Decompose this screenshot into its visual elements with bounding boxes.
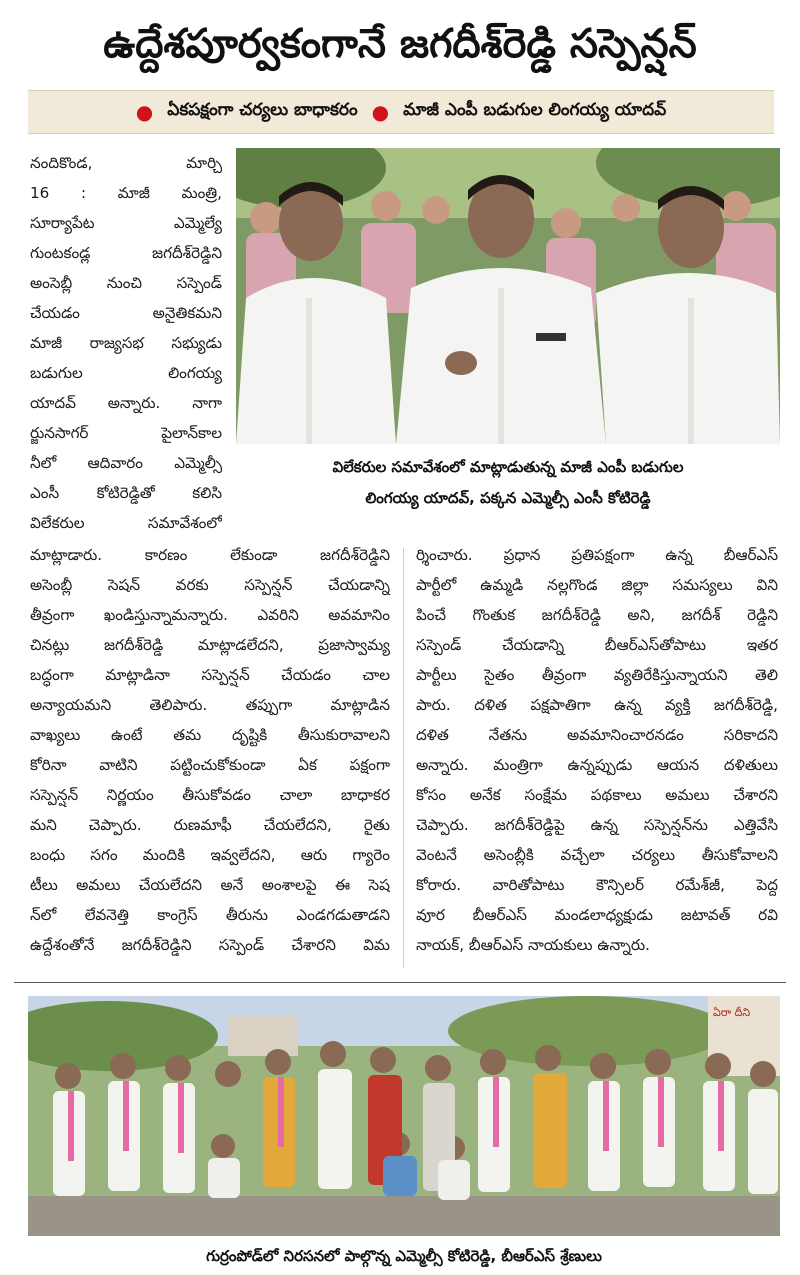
article-line: వాఖ్యలు ఉంటే తమ దృష్టికి తీసుకురావాలని	[30, 726, 390, 744]
article-line: బడుగుల లింగయ్య	[30, 364, 222, 382]
section-divider	[14, 982, 786, 983]
article-line: కోరినా వాటిని పట్టించుకోకుండా ఏక పక్షంగా	[30, 756, 390, 774]
article-line: పార్టీలు సైతం తీవ్రంగా వ్యతిరేకిస్తున్నాయని తెలి	[416, 666, 778, 684]
article-line: మాజీ రాజ్యసభ సభ్యుడు	[30, 334, 222, 352]
article-line: కోసం అనేక సంక్షేమ పథకాలు అమలు చేశారని	[416, 786, 778, 804]
article-line: చినట్లు జగదీశ్‌రెడ్డి మాట్లాడలేదని, ప్రజాస్వామ్య	[30, 636, 390, 654]
article-line: పించే గొంతుక జగదీశ్‌రెడ్డి అని, జగదీశ్ రెడ్డిని	[416, 606, 778, 624]
article-line: నాయక్, బీఆర్ఎస్ నాయకులు ఉన్నారు.	[416, 936, 650, 954]
article-line: మాట్లాడారు. కారణం లేకుండా జగదీశ్‌రెడ్డిని	[30, 546, 390, 564]
article-column-b	[30, 540, 390, 972]
article-line: బద్ధంగా మాట్లాడినా సస్పెన్షన్ చేయడం చాల	[30, 666, 390, 684]
article-line: పార్టీలో ఉమ్మడి నల్లగొండ జిల్లా సమస్యలు విని	[416, 576, 778, 594]
article-line: అసెంబ్లీ సెషన్ వరకు సస్పెన్షన్ చేయడాన్ని	[30, 576, 390, 594]
article-line: మని చెప్పారు. రుణమాఫీ చేయలేదని, రైతు	[30, 816, 390, 834]
bullet-icon: ●	[371, 100, 390, 124]
article-line: పారు. దళిత పక్షపాతిగా ఉన్న వ్యక్తి జగదీశ్‌రెడ్డి,	[416, 696, 778, 714]
protest-photo	[28, 996, 780, 1236]
article-line: అంసెబ్లీ నుంచి సస్పెండ్	[30, 274, 222, 292]
subheading-bar	[28, 90, 774, 134]
article-line: సూర్యాపేట ఎమ్మెల్యే	[30, 214, 222, 232]
article-line: ర్జునసాగర్ పైలాన్‌కాల	[30, 424, 222, 442]
article-column-a	[30, 148, 222, 540]
article-line: వెంటనే అసెంబ్లీకి వచ్చేలా చర్యలు తీసుకోవాలని	[416, 846, 778, 864]
press-meet-photo-image	[236, 148, 780, 444]
article-line: టీలు అమలు చేయలేదని అనే అంశాలపై ఈ సెష	[30, 876, 390, 894]
subheading-1: ఏకపక్షంగా చర్యలు బాధాకరం	[167, 100, 358, 120]
article-line: చెప్పారు. జగదీశ్‌రెడ్డిపై ఉన్న సస్పెన్షన్‌ను ఎత్తివేసి	[416, 816, 778, 834]
bullet-icon: ●	[135, 100, 154, 124]
article-line: సస్పెన్షన్ నిర్ణయం తీసుకోవడం చాలా బాధాకర	[30, 786, 390, 804]
caption-line-2: లింగయ్య యాదవ్, పక్కన ఎమ్మెల్సీ ఎంసీ కోటిరెడ్డి	[365, 489, 651, 507]
article-line: కోరారు. వారితోపాటు కౌన్సిలర్ రమేశ్‌జీ, పెద్ద	[416, 876, 778, 894]
article-line: చేయడం అనైతికమని	[30, 304, 222, 322]
article-line: న్‌లో లేవనెత్తి కాంగ్రెస్ తీరును ఎండగడుతాడని	[30, 906, 390, 924]
headline: ఉద్దేశపూర్వకంగానే జగదీశ్‌రెడ్డి సస్పెన్షన్	[103, 21, 697, 67]
article-line: ఎంసీ కోటిరెడ్డితో కలిసి	[30, 484, 222, 502]
article-line: నీలో ఆదివారం ఎమ్మెల్సీ	[30, 454, 222, 472]
protest-photo-sign: ఏరా దీని	[713, 1006, 751, 1019]
protest-photo-image	[28, 996, 780, 1236]
article-line: తీవ్రంగా ఖండిస్తున్నామన్నారు. ఎవరిని అవమానిం	[30, 606, 390, 624]
protest-photo-caption: గుర్రంపోడ్‌లో నిరసనలో పాల్గొన్న ఎమ్మెల్సీ కోటిరెడ్డి, బీఆర్ఎస్ శ్రేణులు	[206, 1247, 602, 1265]
subheading-2: మాజీ ఎంపీ బడుగుల లింగయ్య యాదవ్	[403, 100, 667, 120]
column-rule	[403, 548, 404, 968]
article-line: అన్నారు. మంత్రిగా ఉన్నప్పుడు ఆయన దళితులు	[416, 756, 778, 774]
article-line: యాదవ్ అన్నారు. నాగా	[30, 394, 222, 412]
article-line: బంధు సగం మందికి ఇవ్వలేదని, ఆరు గ్యారెం	[30, 846, 390, 864]
article-line: వూర బీఆర్ఎస్ మండలాధ్యక్షుడు జటావత్ రవి	[416, 906, 778, 924]
article-line: విలేకరుల సమావేశంలో	[30, 514, 222, 532]
caption-line-1: విలేకరుల సమావేశంలో మాట్లాడుతున్న మాజీ ఎంపీ బడుగుల	[332, 458, 684, 476]
article-line: సస్పెండ్ చేయడాన్ని బీఆర్ఎస్‌తోపాటు ఇతర	[416, 636, 778, 654]
article-line: గుంటకండ్ల జగదీశ్‌రెడ్డిని	[30, 244, 222, 262]
article-line: ర్శించారు. ప్రధాన ప్రతిపక్షంగా ఉన్న బీఆర్ఎస్	[416, 546, 778, 564]
article-line: దళిత నేతను అవమానించారనడం సరికాదని	[416, 726, 778, 744]
article-line: ఉద్దేశంతోనే జగదీశ్‌రెడ్డిని సస్పెండ్ చేశారని విమ	[30, 936, 390, 954]
article-line: నందికొండ, మార్చి	[30, 154, 222, 172]
article-column-c	[416, 540, 778, 972]
photo-caption	[236, 452, 780, 516]
press-meet-photo	[236, 148, 780, 444]
article-line: అన్యాయమని తెలిపారు. తప్పుగా మాట్లాడిన	[30, 696, 390, 714]
article-line: 16 : మాజీ మంత్రి,	[30, 184, 222, 202]
